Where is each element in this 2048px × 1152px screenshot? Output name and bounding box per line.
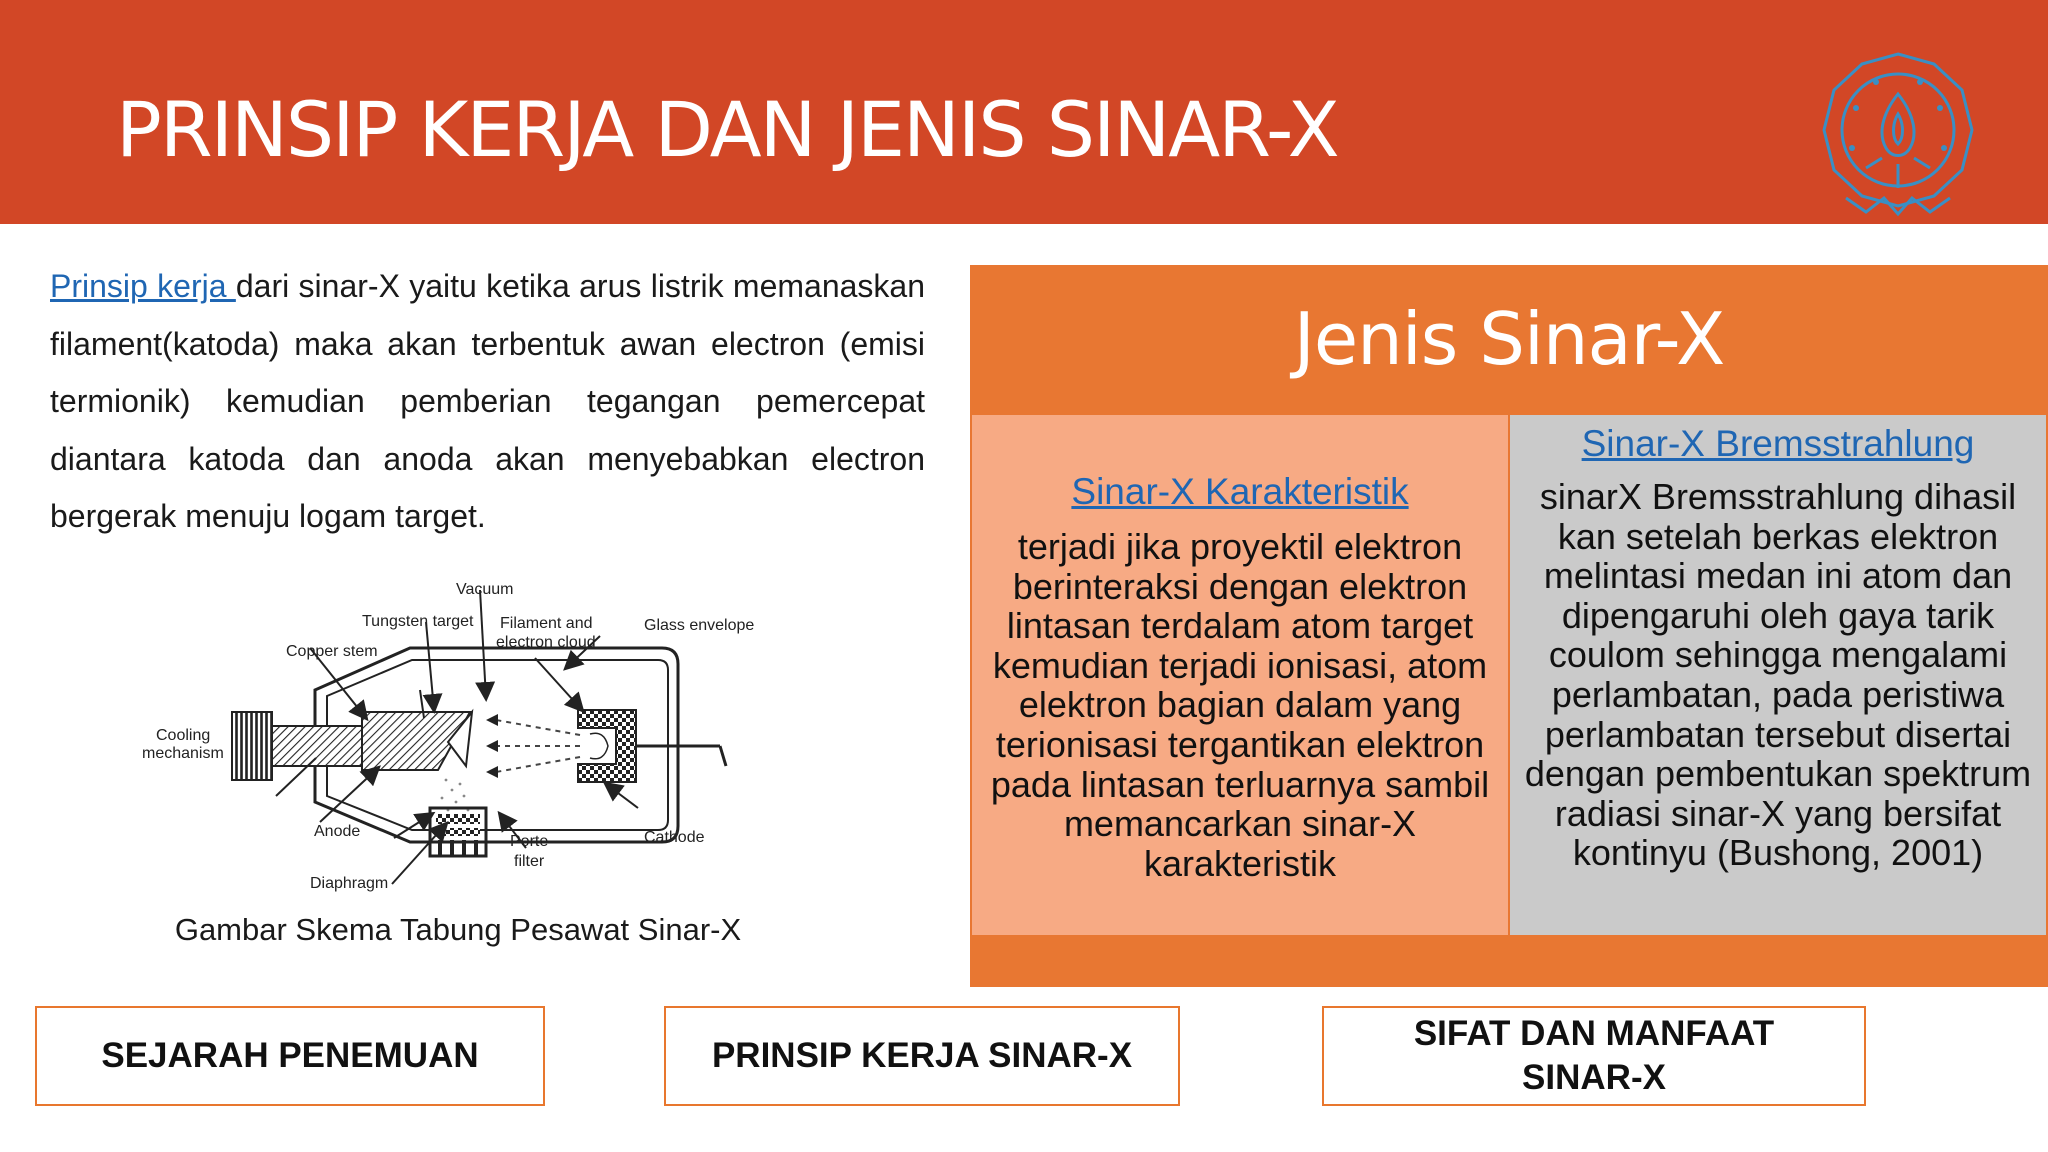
label-cooling-line1: Cooling — [156, 727, 211, 744]
label-porte-line1: Porte — [510, 833, 549, 850]
prinsip-kerja-link[interactable]: Prinsip kerja — [50, 268, 236, 304]
karakteristik-column — [972, 415, 1508, 935]
slide-title: PRINSIP KERJA DAN JENIS SINAR-X — [116, 85, 1338, 174]
university-logo-icon — [1816, 48, 1980, 218]
intro-paragraph — [50, 258, 925, 546]
sifat-label-line1: SIFAT DAN MANFAAT — [1413, 1014, 1775, 1053]
intro-text: dari sinar-X yaitu ketika arus listrik memanaskan filament(katoda) maka akan terbentuk awan electron (emisi termionik) kemudian pemberian tegangan pemercepat diantara katoda dan anoda akan menyebabkan electron bergerak menuju logam target. — [50, 268, 926, 535]
sifat-label-line2: SINAR-X — [1522, 1058, 1666, 1097]
karakteristik-heading-link[interactable]: Sinar-X Karakteristik — [1071, 471, 1409, 512]
sejarah-label: SEJARAH PENEMUAN — [101, 1036, 479, 1075]
label-porte-line2: filter — [514, 853, 545, 870]
label-anode: Anode — [314, 823, 361, 840]
bremsstrahlung-column — [1510, 415, 2046, 935]
bremsstrahlung-heading-link[interactable]: Sinar-X Bremsstrahlung — [1581, 423, 1975, 464]
label-filament-line2: electron cloud — [496, 634, 596, 651]
label-filament-line1: Filament and — [500, 615, 593, 632]
sejarah-penemuan-button[interactable] — [35, 1006, 545, 1106]
label-diaphragm: Diaphragm — [310, 875, 389, 892]
jenis-sinar-x-panel — [970, 265, 2048, 987]
xray-tube-diagram — [130, 570, 780, 900]
bremsstrahlung-text: sinarX Bremsstrahlung dihasil kan setelah berkas elektron melintasi medan ini atom dan dipengaruhi oleh gaya tarik coulom sehingga mengalami perlambatan, pada peristiwa perlambatan tersebut disertai dengan pembentukan spektrum radiasi sinar-X yang bersifat kontinyu (Bushong, 2001) — [1524, 476, 2032, 874]
prinsip-label: PRINSIP KERJA SINAR-X — [711, 1036, 1133, 1075]
label-tungsten-target: Tungsten target — [362, 613, 474, 630]
sifat-manfaat-button[interactable] — [1322, 1006, 1866, 1106]
label-vacuum: Vacuum — [456, 581, 514, 598]
jenis-title: Jenis Sinar-X — [1293, 297, 1725, 381]
prinsip-kerja-button[interactable] — [664, 1006, 1180, 1106]
label-cathode: Cathode — [644, 829, 705, 846]
karakteristik-text: terjadi jika proyektil elektron berinteraksi dengan elektron lintasan terdalam atom target kemudian terjadi ionisasi, atom elektron bagian dalam yang terionisasi tergantikan elektron pada lintasan terluarnya sambil memancarkan sinar-X karakteristik — [990, 526, 1490, 884]
label-glass-envelope: Glass envelope — [644, 617, 755, 634]
label-cooling-line2: mechanism — [142, 745, 224, 762]
label-copper-stem: Copper stem — [286, 643, 378, 660]
diagram-caption: Gambar Skema Tabung Pesawat Sinar-X — [174, 912, 742, 947]
